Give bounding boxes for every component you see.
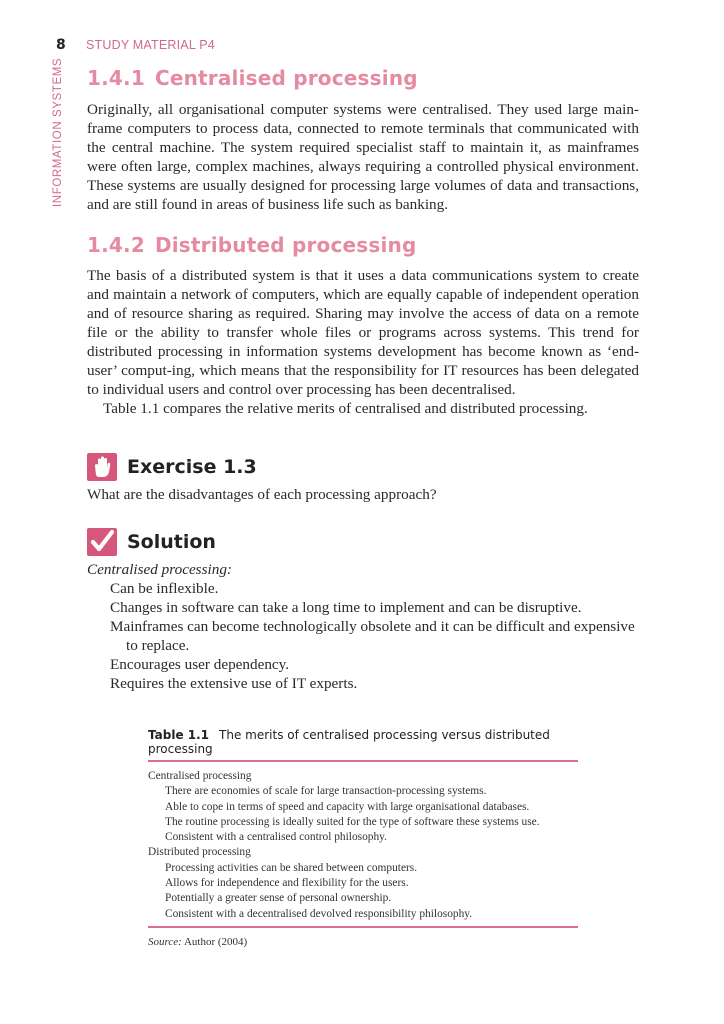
table-label: Table 1.1: [148, 728, 210, 742]
table-source: [148, 936, 578, 948]
section-heading-centralised: [87, 66, 639, 90]
paragraph-distributed: The basis of a distributed system is that it uses a data communications system to create and maintain a network of computers, which are equally capable of independent operation and of resource sharing as required. Sharing may involve the access of data on a remote file or the ability to transfer whole files or programs across systems. This trend for distributed processing in information systems development has become known as ‘end-user’ comput-ing, which means that the responsibility for IT resources has been delegated to individual users and control over processing has been decentralised.: [87, 267, 639, 398]
exercise-question: What are the disadvantages of each processing approach?: [87, 486, 437, 503]
list-item: Mainframes can become technologically obsolete and it can be difficult and expensive to replace.: [110, 618, 635, 654]
list-item: Changes in software can take a long time to implement and can be disruptive.: [110, 599, 582, 616]
solution-subheading: Centralised processing:: [87, 561, 232, 578]
sidebar-label: INFORMATION SYSTEMS: [52, 57, 64, 207]
solution-list: [87, 579, 639, 693]
section-number: 1.4.1: [87, 66, 145, 90]
paragraph-table-reference: Table 1.1 compares the relative merits of centralised and distributed processing.: [103, 400, 588, 417]
solution-title: Solution: [127, 531, 216, 553]
solution-heading: [87, 526, 639, 558]
exercise-heading: [87, 451, 639, 483]
section-title: Distributed processing: [154, 233, 417, 257]
section-heading-distributed: [87, 233, 639, 257]
table-group-heading: Distributed processing: [148, 846, 251, 859]
checkmark-icon: [87, 528, 117, 556]
page-number: 8: [56, 37, 66, 53]
list-item: Requires the extensive use of IT experts.: [110, 675, 358, 692]
table-row: Able to cope in terms of speed and capacity with large organisational databases.: [165, 800, 530, 813]
list-item: Encourages user dependency.: [110, 656, 290, 673]
table-row: There are economies of scale for large transaction-processing systems.: [165, 785, 487, 798]
table-caption: [148, 728, 578, 762]
running-header: STUDY MATERIAL P4: [86, 38, 215, 52]
table-body: [148, 762, 578, 928]
table-row: The routine processing is ideally suited for the type of software these systems use.: [165, 815, 540, 828]
table-row: Allows for independence and flexibility for the users.: [165, 877, 409, 890]
table-row: Consistent with a centralised control philosophy.: [165, 831, 387, 844]
paragraph-centralised: Originally, all organisational computer systems were centralised. They used large main-frame computers to process data, connected to remote terminals that communicated with the central machine. The system required specialist staff to maintain it, as mainframes were often large, complex machines, always requiring a controlled physical environment. These systems are usually designed for processing large volumes of data and transactions, and are still found in areas of business life such as banking.: [87, 101, 639, 213]
source-label: Source:: [148, 935, 182, 948]
exercise-title: Exercise 1.3: [127, 456, 257, 478]
table-row: Processing activities can be shared between computers.: [165, 861, 418, 874]
main-content: [87, 66, 639, 693]
hand-icon: [87, 453, 117, 481]
table-row: Potentially a greater sense of personal ownership.: [165, 892, 392, 905]
source-text: Author (2004): [183, 935, 248, 948]
list-item: Can be inflexible.: [110, 580, 219, 597]
section-title: Centralised processing: [154, 66, 418, 90]
table-1-1: [148, 728, 578, 948]
table-row: Consistent with a decentralised devolved responsibility philosophy.: [165, 907, 473, 920]
section-number: 1.4.2: [87, 233, 145, 257]
table-caption-text: The merits of centralised processing versus distributed processing: [148, 728, 550, 756]
table-group-heading: Centralised processing: [148, 770, 252, 782]
